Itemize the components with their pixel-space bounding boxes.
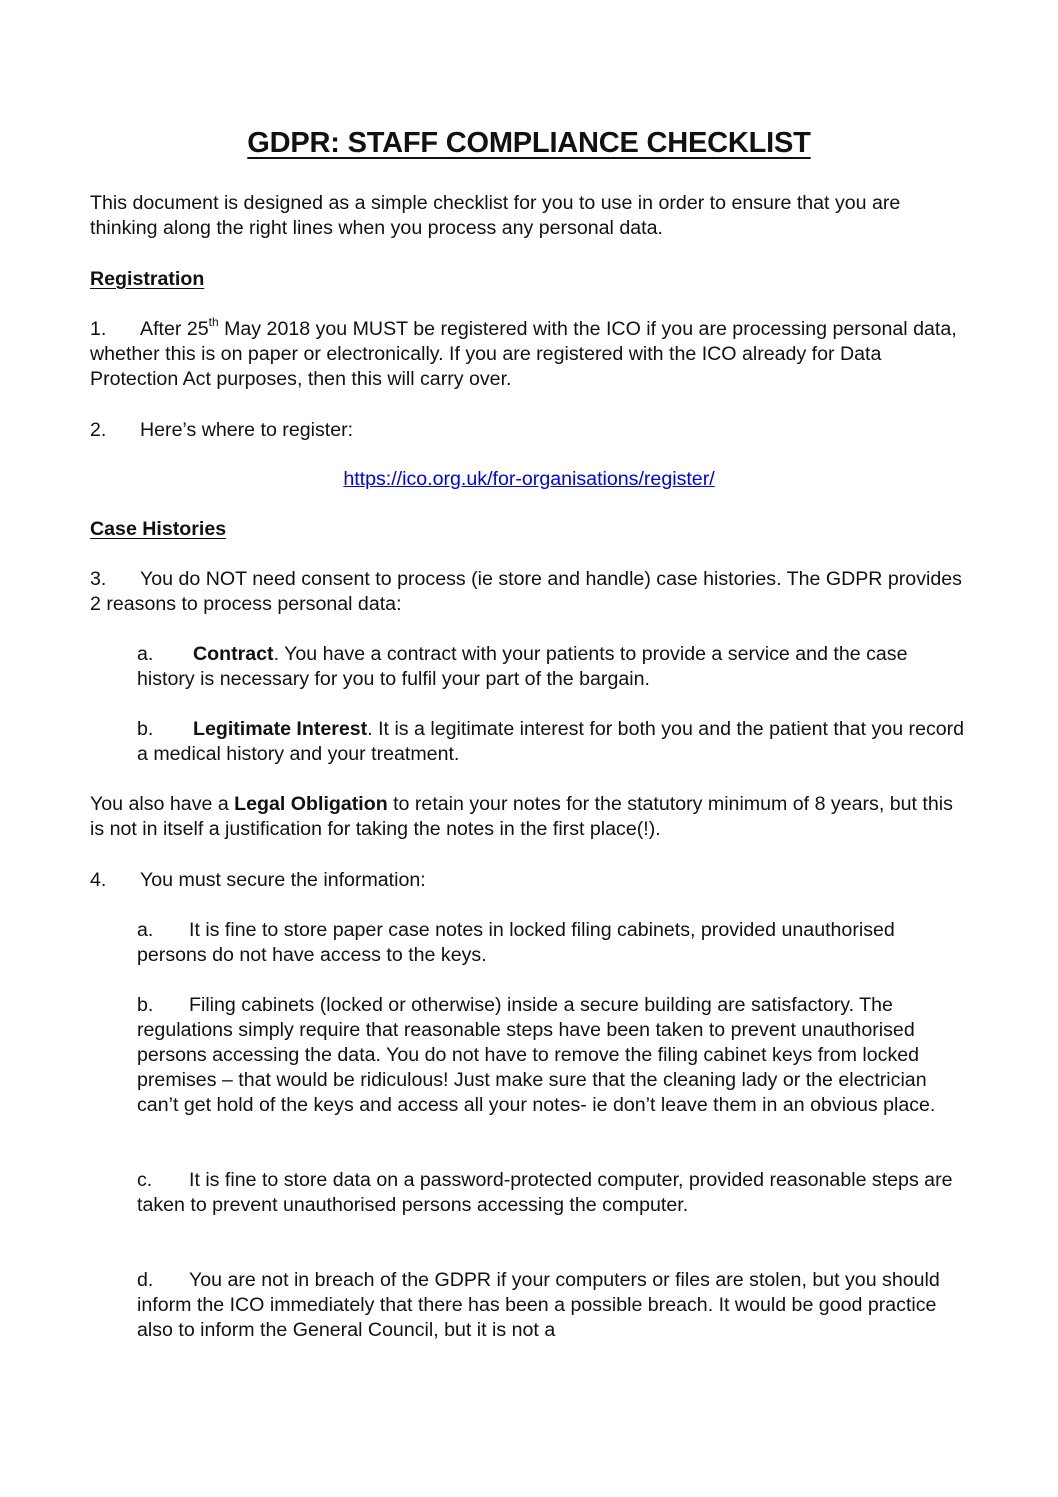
item-3-number: 3.: [90, 568, 107, 590]
item-4b-text: Filing cabinets (locked or otherwise) inside a secure building are satisfactory. The regulations simply require that reasonable steps have been taken to prevent unauthorised persons accessing the data. You do not have to remove the filing cabinet keys from locked premises – that would be ridiculous! Just make sure that the cleaning lady or the electrician can’t get hold of the keys and access all your notes- ie don’t leave them in an obvious place.: [137, 994, 936, 1116]
item-3b-text: . It is a legitimate interest for both you and the patient that you record a medical history and your treatment.: [137, 718, 965, 765]
item-4c-letter: c.: [137, 1169, 153, 1191]
case-histories-heading: Case Histories: [90, 518, 227, 540]
item-4a-letter: a.: [137, 919, 154, 941]
item-2-text: Here’s where to register:: [140, 419, 354, 441]
item-4-number: 4.: [90, 869, 107, 891]
item-3-text: You do NOT need consent to process (ie store and handle) case histories. The GDPR provides 2 reasons to process personal data:: [90, 568, 962, 615]
item-1-text-pre: After 25: [140, 318, 209, 340]
item-4: [90, 868, 970, 893]
item-4c-text: It is fine to store data on a password-protected computer, provided reasonable steps are taken to prevent unauthorised persons accessing the computer.: [137, 1169, 953, 1216]
legal-obligation-paragraph: [90, 792, 970, 842]
legal-text-post: to retain your notes for the statutory minimum of 8 years, but this is not in itself a justification for taking the notes in the first place(!).: [90, 793, 953, 840]
item-4a: [137, 918, 967, 968]
item-3a-text: . You have a contract with your patients to provide a service and the case history is necessary for you to fulfil your part of the bargain.: [137, 643, 908, 690]
item-3a-letter: a.: [137, 643, 154, 665]
item-4a-text: It is fine to store paper case notes in locked filing cabinets, provided unauthorised persons do not have access to the keys.: [137, 919, 895, 966]
item-3a-bold: Contract: [193, 643, 274, 665]
item-3b-letter: b.: [137, 718, 154, 740]
legal-bold: Legal Obligation: [234, 793, 388, 815]
item-3b-bold: Legitimate Interest: [193, 718, 368, 740]
item-1-number: 1.: [90, 318, 107, 340]
item-1-superscript: th: [208, 315, 219, 329]
legal-text-pre: You also have a: [90, 793, 235, 815]
item-4b-letter: b.: [137, 994, 154, 1016]
item-4-text: You must secure the information:: [140, 869, 426, 891]
intro-paragraph: This document is designed as a simple checklist for you to use in order to ensure that you are thinking along the right lines when you process any personal data.: [90, 192, 901, 239]
item-3b: [137, 717, 967, 767]
item-3a: [137, 642, 967, 692]
item-4d-text: You are not in breach of the GDPR if your computers or files are stolen, but you should inform the ICO immediately that there has been a possible breach. It would be good practice also to inform the General Council, but it is not a: [137, 1269, 940, 1341]
item-2-number: 2.: [90, 419, 107, 441]
ico-register-link[interactable]: https://ico.org.uk/for-organisations/register/: [343, 468, 715, 490]
item-3: [90, 567, 970, 617]
item-4b: [137, 993, 967, 1118]
item-4d: [137, 1268, 967, 1343]
item-2: [90, 418, 970, 443]
item-1: [90, 317, 970, 392]
page-title: GDPR: STAFF COMPLIANCE CHECKLIST: [247, 127, 811, 159]
item-1-text-post: May 2018 you MUST be registered with the ICO if you are processing personal data, whether this is on paper or electronically. If you are registered with the ICO already for Data Protection Act purposes, then this will carry over.: [90, 318, 957, 390]
item-4c: [137, 1168, 967, 1218]
registration-heading: Registration: [90, 268, 205, 290]
item-4d-letter: d.: [137, 1269, 154, 1291]
